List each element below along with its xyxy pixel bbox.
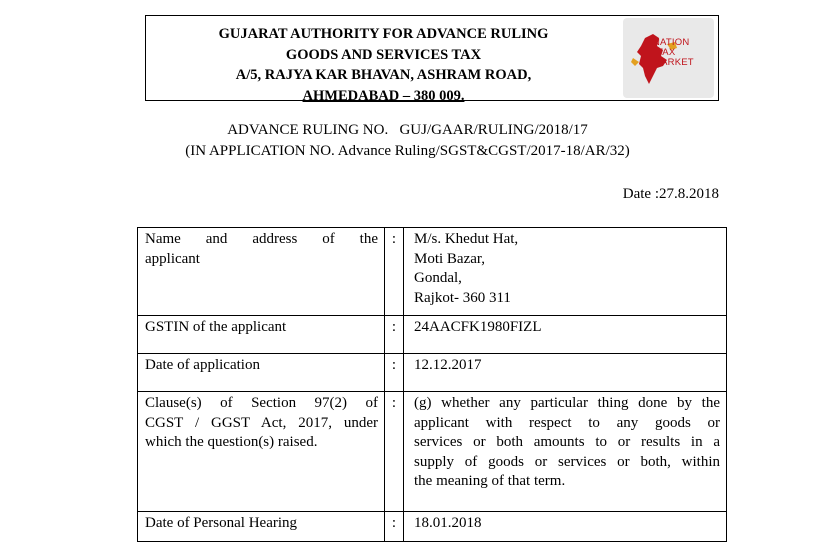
row-value [404,512,727,542]
authority-city-line: AHMEDABAD – 380 009. [302,87,465,104]
label-line: Date of application [145,357,260,373]
logo-word-market: MARKET [653,57,694,68]
label-line: GSTIN of the applicant [145,319,287,335]
authority-address [146,24,621,106]
value-line: Moti Bazar, [414,250,486,267]
advance-ruling-number: ADVANCE RULING NO. GUJ/GAAR/RULING/2018/17 [227,122,588,138]
table-row [138,392,727,512]
label-line: applicant [145,250,200,267]
authority-name: GUJARAT AUTHORITY FOR ADVANCE RULING [218,26,549,42]
colon-separator: : [385,228,404,316]
logo-background [623,18,714,98]
application-number: (IN APPLICATION NO. Advance Ruling/SGST&CGST/2017-18/AR/32) [185,143,630,159]
value-line: the meaning of that term. [414,473,566,489]
value-line: (g) whether any particular thing done by the [414,395,720,411]
authority-address-line: A/5, RAJYA KAR BHAVAN, ASHRAM ROAD, [235,67,532,83]
value-line: 12.12.2017 [414,357,482,373]
label-line: CGST / GGST Act, 2017, under [145,414,378,431]
value-line: 18.01.2018 [414,515,482,531]
value-line: applicant with respect to any goods or [414,414,720,431]
value-line: supply of goods or services or both, within [414,453,720,470]
authority-header-box [145,15,719,104]
table-row [138,354,727,392]
value-line: Gondal, [414,270,462,286]
table-row [138,512,727,542]
logo-wordmark [653,38,713,68]
value-line: services or both amounts to or results in a [414,434,720,450]
label-line: Clause(s) of Section 97(2) of [145,395,378,411]
row-value [404,392,727,512]
row-label [138,316,385,354]
value-line: Rajkot- 360 311 [414,289,511,306]
value-line: 24AACFK1980FIZL [414,319,542,335]
authority-subtitle: GOODS AND SERVICES TAX [285,46,482,63]
ruling-date: Date :27.8.2018 [622,186,719,202]
label-line: Date of Personal Hearing [145,515,298,531]
row-value [404,354,727,392]
logo-word-nation: NATION [653,37,690,48]
table-row [138,228,727,316]
row-value [404,228,727,316]
table-row [138,316,727,354]
row-label [138,354,385,392]
row-label [138,512,385,542]
colon-separator: : [385,512,404,542]
label-line: Name and address of the [145,231,378,247]
colon-separator: : [385,392,404,512]
nation-tax-market-logo [621,16,718,100]
logo-word-tax: TAX [657,47,676,58]
value-line: M/s. Khedut Hat, [414,231,519,247]
row-label [138,228,385,316]
applicant-details-table [137,227,727,542]
row-value [404,316,727,354]
colon-separator: : [385,316,404,354]
label-line: which the question(s) raised. [145,434,318,450]
row-label [138,392,385,512]
colon-separator: : [385,354,404,392]
